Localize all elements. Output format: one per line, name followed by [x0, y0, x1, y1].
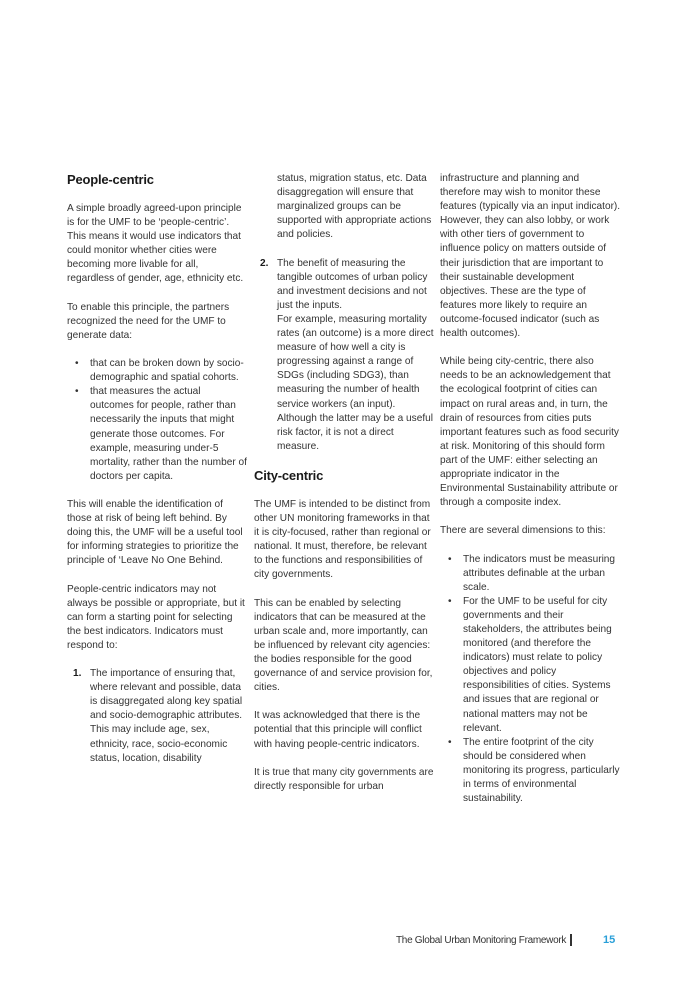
bullet-icon: • [448, 595, 452, 607]
list-number: 2. [260, 257, 269, 269]
paragraph: A simple broadly agreed-upon principle is for the UMF to be ‘people-centric’. This means it would use indicators that could monitor whether cities were becoming more livable for all, regardless of gender, age, ethnicity etc. [67, 203, 244, 285]
list-item: • For the UMF to be useful for city governments and their stakeholders, the attributes being monitored (and therefore the indicators) must relate to policy objectives and policy responsibilities of cities. Systems and issues that are regional or national matters may not be relevant. [448, 595, 612, 734]
paragraph: To enable this principle, the partners recognized the need for the UMF to generate data: [67, 301, 230, 341]
paragraph: While being city-centric, there also needs to be an acknowledgement that the ecological footprint of cities can impact on rural areas and, in turn, the drain of resources from cities puts important features such as food security at risk. Monitoring of this should form part of the UMF: either selecting an appropriate indicator in the Environmental Sustainability attribute or through a composite index. [440, 356, 619, 509]
section-heading-people-centric: People-centric [67, 172, 154, 187]
bullet-icon: • [75, 358, 79, 370]
paragraph: It is true that many city governments are directly responsible for urban [254, 766, 434, 792]
paragraph: There are several dimensions to this: [440, 525, 606, 537]
bullet-icon: • [448, 736, 452, 748]
section-heading-city-centric: City-centric [254, 467, 324, 483]
paragraph: infrastructure and planning and therefore may wish to monitor these features (typically via an input indicator). However, they can also lobby, or work with other tiers of government to influence policy on matters outside of their jurisdiction that are important to their sustainable development objectives. These are the type of features more likely to require an outcome-focused indicator (such as health outcomes). [440, 173, 621, 340]
bullet-list [67, 357, 247, 484]
bullet-icon: • [448, 553, 452, 565]
numbered-list [254, 257, 436, 454]
bullet-list [440, 553, 622, 807]
column-2 [254, 172, 436, 808]
list-item: • that measures the actual outcomes for people, rather than necessarily the inputs that might generate those outcomes. For example, measuring under-5 mortality, rather than the number of doctors per capita. [75, 386, 247, 482]
paragraph: This can be enabled by selecting indicators that can be measured at the urban scale and, more importantly, can be influenced by relevant city agencies: the bodies responsible for the good governance of and service provision for, cities. [254, 597, 433, 694]
list-item: 1. The importance of ensuring that, where relevant and possible, data is disaggregated along key spatial and socio-demographic attributes. This may include age, sex, ethnicity, race, socio-economic status, location, disability [73, 668, 243, 764]
list-item: • that can be broken down by socio-demographic and spatial cohorts. [75, 358, 244, 384]
list-item-continuation: status, migration status, etc. Data disaggregation will ensure that marginalized groups can be supported with appropriate actions and policies. [277, 173, 432, 241]
column-1 [67, 172, 247, 780]
numbered-list [67, 667, 247, 766]
column-3 [440, 172, 622, 820]
paragraph: People-centric indicators may not always be possible or appropriate, but it can form a starting point for selecting the best indicators. Indicators must respond to: [67, 583, 245, 651]
list-item: • The indicators must be measuring attributes definable at the urban scale. [448, 553, 616, 593]
list-number: 1. [73, 668, 82, 680]
paragraph: The UMF is intended to be distinct from other UN monitoring frameworks in that it is city-focused, rather than regional or national. It must, therefore, be relevant to the functions and responsibilities of city governments. [254, 498, 431, 581]
footer-divider [570, 934, 572, 946]
paragraph: This will enable the identification of those at risk of being left behind. By doing this, the UMF will be a useful tool for informing strategies to prioritize the principle of ‘Leave No One Behind. [67, 498, 243, 567]
page-number: 15 [603, 934, 616, 946]
page-footer [396, 935, 626, 949]
bullet-icon: • [75, 386, 79, 398]
footer-title: The Global Urban Monitoring Framework [396, 935, 567, 946]
paragraph: It was acknowledged that there is the potential that this principle will conflict with having people-centric indicators. [254, 710, 422, 750]
list-item: • The entire footprint of the city should be considered when monitoring its progress, particularly in terms of environmental sustainability. [448, 736, 620, 805]
list-item: 2. The benefit of measuring the tangible outcomes of urban policy and investment decisions and not just the inputs. For example, measuring mortality rates (an outcome) is a more direct measure of how well a city is progressing against a range of SDGs (including SDG3), than measuring the number of health service workers (an input). Although the latter may be a useful risk factor, it is not a direct measure. [260, 257, 434, 452]
